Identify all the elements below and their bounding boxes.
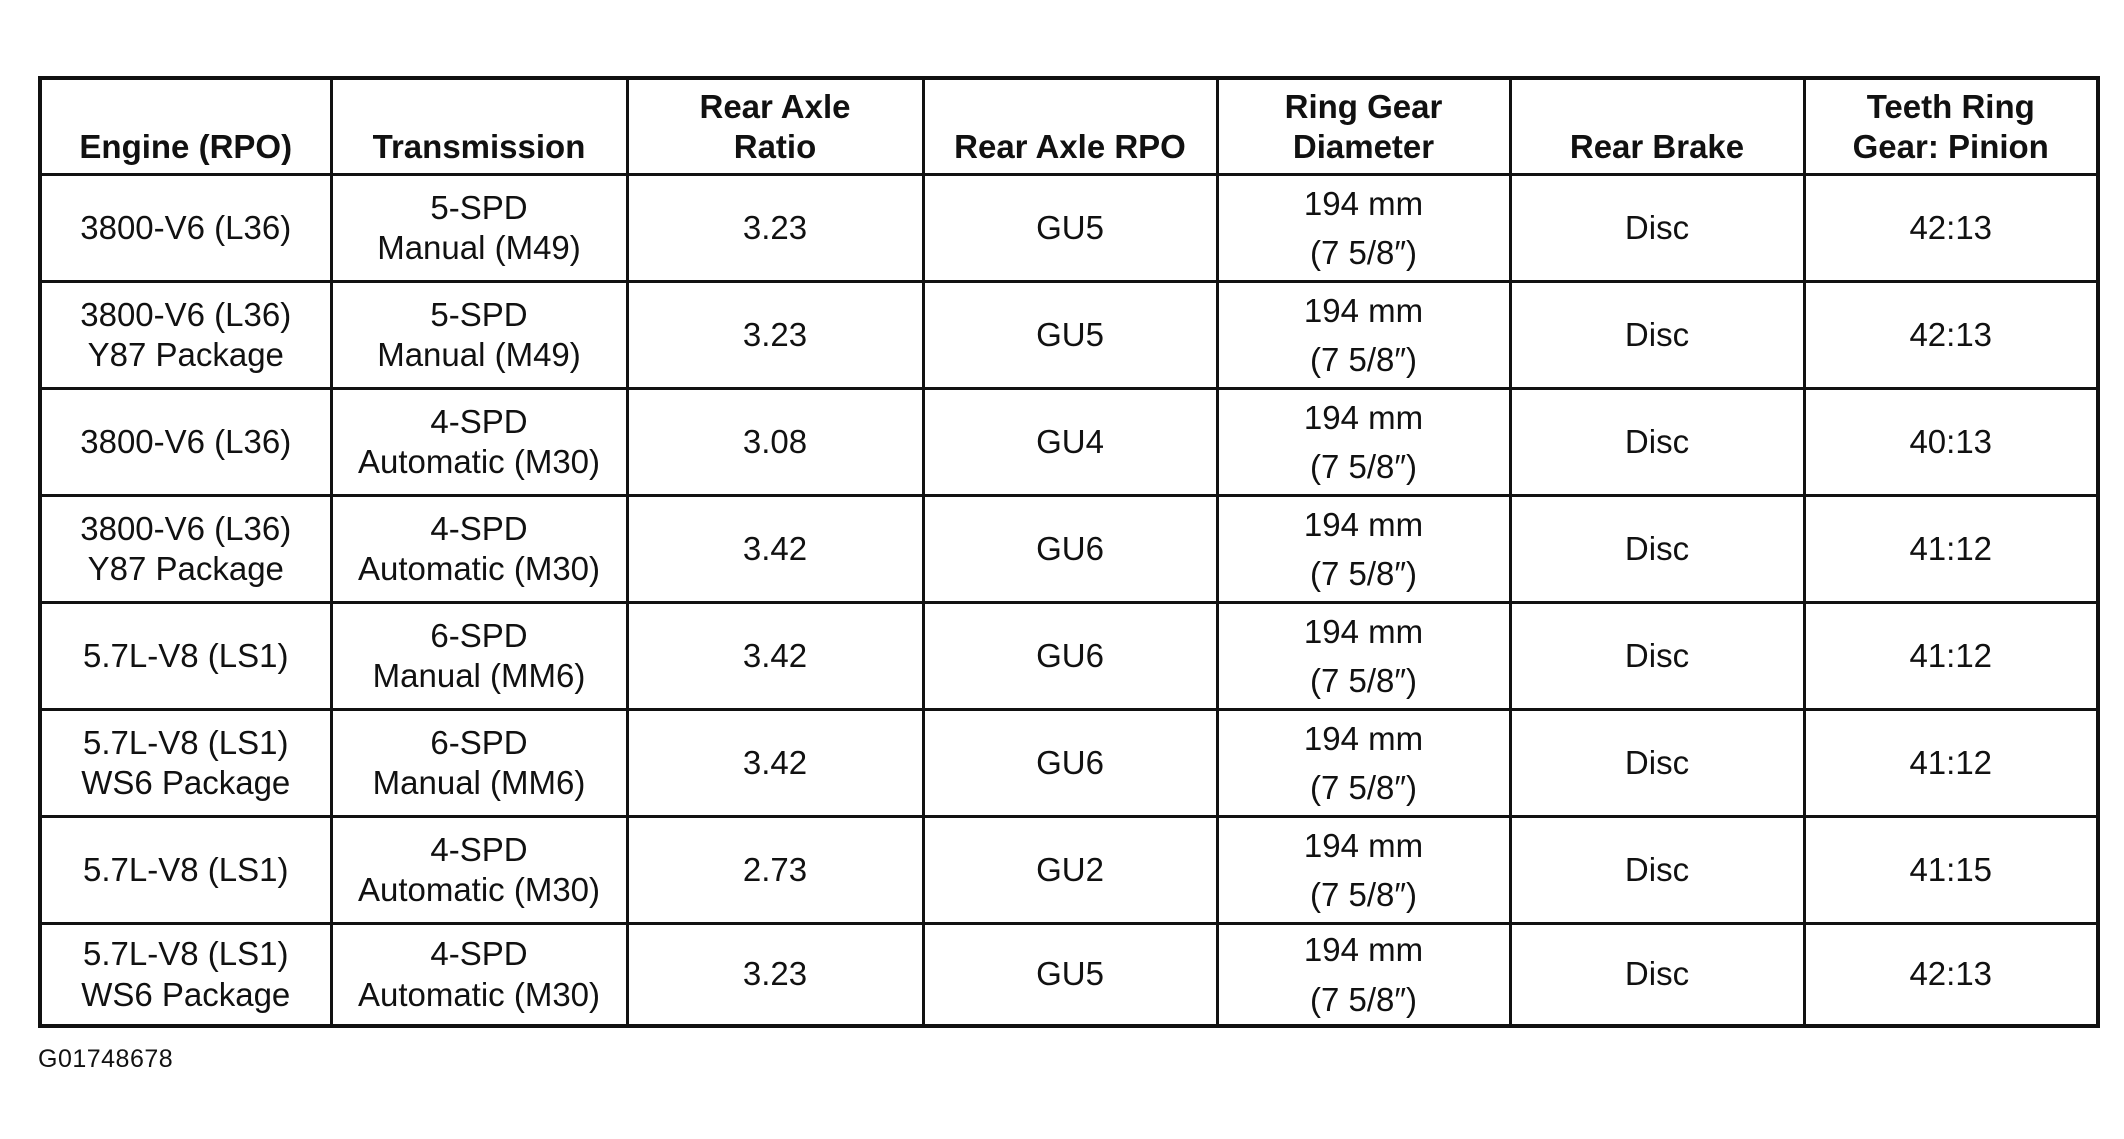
teeth-ratio-cell: 40:13 bbox=[1804, 389, 2098, 496]
column-header-line: Transmission bbox=[372, 127, 586, 165]
transmission-cell bbox=[331, 924, 627, 1027]
rear-axle-ratio-cell: 2.73 bbox=[627, 817, 923, 924]
engine-cell-line: 3800-V6 (L36) bbox=[80, 422, 292, 460]
column-header-line: Diameter bbox=[1292, 127, 1435, 165]
engine-cell-line: 3800-V6 (L36) bbox=[80, 208, 292, 246]
figure-id: G01748678 bbox=[38, 1045, 174, 1073]
ring-gear-diameter-cell bbox=[1217, 496, 1510, 603]
ring-gear-diameter-cell-line: 194 mm bbox=[1303, 826, 1424, 864]
transmission-cell-line: 5-SPD bbox=[430, 295, 528, 333]
column-header-line: Gear: Pinion bbox=[1852, 127, 2049, 165]
rear-brake-cell: Disc bbox=[1510, 175, 1804, 282]
rear-brake-cell: Disc bbox=[1510, 603, 1804, 710]
column-header-line: Ratio bbox=[733, 127, 817, 165]
table-row bbox=[40, 817, 2098, 924]
ring-gear-diameter-cell-line: (7 5/8″) bbox=[1309, 876, 1418, 913]
ring-gear-diameter-cell-line: (7 5/8″) bbox=[1309, 980, 1418, 1018]
transmission-cell-line: Automatic (M30) bbox=[357, 443, 601, 480]
transmission-cell-line: Manual (MM6) bbox=[372, 764, 586, 801]
table-row bbox=[40, 175, 2098, 282]
column-header-rear-brake bbox=[1510, 78, 1804, 175]
table-row bbox=[40, 603, 2098, 710]
rear-axle-ratio-cell: 3.08 bbox=[627, 389, 923, 496]
transmission-cell-line: 4-SPD bbox=[430, 935, 528, 973]
transmission-cell-line: 6-SPD bbox=[430, 616, 528, 654]
rear-axle-ratio-cell: 3.42 bbox=[627, 710, 923, 817]
transmission-cell-line: 4-SPD bbox=[430, 402, 528, 440]
ring-gear-diameter-cell-line: 194 mm bbox=[1303, 184, 1424, 222]
ring-gear-diameter-cell bbox=[1217, 817, 1510, 924]
ring-gear-diameter-cell-line: 194 mm bbox=[1303, 612, 1424, 650]
ring-gear-diameter-cell bbox=[1217, 282, 1510, 389]
engine-cell-line: 3800-V6 (L36) bbox=[80, 295, 292, 333]
transmission-cell-line: Manual (M49) bbox=[377, 336, 581, 373]
rear-brake-cell: Disc bbox=[1510, 496, 1804, 603]
column-header-line: Engine (RPO) bbox=[79, 127, 293, 165]
rear-brake-cell: Disc bbox=[1510, 710, 1804, 817]
table-row bbox=[40, 389, 2098, 496]
teeth-ratio-cell: 41:12 bbox=[1804, 603, 2098, 710]
column-header-line: Rear Axle bbox=[699, 87, 851, 125]
rear-brake-cell: Disc bbox=[1510, 924, 1804, 1027]
transmission-cell bbox=[331, 175, 627, 282]
ring-gear-diameter-cell bbox=[1217, 924, 1510, 1027]
column-header-transmission bbox=[331, 78, 627, 175]
rear-brake-cell: Disc bbox=[1510, 282, 1804, 389]
rear-axle-ratio-cell: 3.23 bbox=[627, 282, 923, 389]
ring-gear-diameter-cell-line: (7 5/8″) bbox=[1309, 662, 1418, 699]
transmission-cell bbox=[331, 282, 627, 389]
rear-axle-rpo-cell: GU4 bbox=[923, 389, 1217, 496]
ring-gear-diameter-cell-line: (7 5/8″) bbox=[1309, 769, 1418, 806]
table-row bbox=[40, 496, 2098, 603]
transmission-cell bbox=[331, 389, 627, 496]
teeth-ratio-cell: 42:13 bbox=[1804, 924, 2098, 1027]
transmission-cell-line: 6-SPD bbox=[430, 723, 528, 761]
ring-gear-diameter-cell-line: 194 mm bbox=[1303, 719, 1424, 757]
engine-cell bbox=[40, 924, 331, 1027]
engine-cell bbox=[40, 175, 331, 282]
column-header-teeth-ring-gear-pinion bbox=[1804, 78, 2098, 175]
rear-axle-rpo-cell: GU5 bbox=[923, 175, 1217, 282]
teeth-ratio-cell: 42:13 bbox=[1804, 282, 2098, 389]
engine-cell bbox=[40, 817, 331, 924]
transmission-cell bbox=[331, 710, 627, 817]
ring-gear-diameter-cell-line: 194 mm bbox=[1303, 931, 1424, 968]
teeth-ratio-cell: 41:12 bbox=[1804, 710, 2098, 817]
ring-gear-diameter-cell bbox=[1217, 603, 1510, 710]
teeth-ratio-cell: 42:13 bbox=[1804, 175, 2098, 282]
transmission-cell-line: Automatic (M30) bbox=[357, 550, 601, 587]
table-row bbox=[40, 282, 2098, 389]
table-row bbox=[40, 710, 2098, 817]
engine-cell-line: Y87 Package bbox=[87, 550, 284, 587]
engine-cell-line: Y87 Package bbox=[87, 336, 284, 373]
engine-cell bbox=[40, 496, 331, 603]
ring-gear-diameter-cell bbox=[1217, 710, 1510, 817]
column-header-line: Rear Brake bbox=[1569, 127, 1745, 165]
ring-gear-diameter-cell bbox=[1217, 389, 1510, 496]
ring-gear-diameter-cell-line: (7 5/8″) bbox=[1309, 555, 1418, 592]
ring-gear-diameter-cell-line: 194 mm bbox=[1303, 398, 1424, 436]
ring-gear-diameter-cell bbox=[1217, 175, 1510, 282]
column-header-rear-axle-rpo bbox=[923, 78, 1217, 175]
column-header-rear-axle-ratio bbox=[627, 78, 923, 175]
transmission-cell-line: Automatic (M30) bbox=[357, 975, 601, 1013]
engine-cell-line: 3800-V6 (L36) bbox=[80, 509, 292, 547]
transmission-cell bbox=[331, 603, 627, 710]
rear-axle-rpo-cell: GU6 bbox=[923, 496, 1217, 603]
ring-gear-diameter-cell-line: (7 5/8″) bbox=[1309, 341, 1418, 378]
engine-cell-line: WS6 Package bbox=[81, 764, 291, 801]
rear-axle-rpo-cell: GU6 bbox=[923, 710, 1217, 817]
engine-cell bbox=[40, 603, 331, 710]
rear-brake-cell: Disc bbox=[1510, 389, 1804, 496]
engine-cell-line: 5.7L-V8 (LS1) bbox=[83, 636, 289, 674]
column-header-engine bbox=[40, 78, 331, 175]
engine-cell-line: 5.7L-V8 (LS1) bbox=[83, 935, 289, 973]
transmission-cell-line: 4-SPD bbox=[430, 509, 528, 547]
transmission-cell-line: 5-SPD bbox=[430, 188, 528, 226]
transmission-cell bbox=[331, 496, 627, 603]
engine-cell-line: WS6 Package bbox=[81, 975, 291, 1013]
rear-axle-ratio-cell: 3.42 bbox=[627, 603, 923, 710]
rear-axle-rpo-cell: GU5 bbox=[923, 924, 1217, 1027]
rear-axle-ratio-cell: 3.23 bbox=[627, 924, 923, 1027]
engine-cell bbox=[40, 282, 331, 389]
engine-cell-line: 5.7L-V8 (LS1) bbox=[83, 850, 289, 888]
engine-cell bbox=[40, 389, 331, 496]
rear-axle-rpo-cell: GU6 bbox=[923, 603, 1217, 710]
ring-gear-diameter-cell-line: (7 5/8″) bbox=[1309, 234, 1418, 271]
transmission-cell bbox=[331, 817, 627, 924]
teeth-ratio-cell: 41:12 bbox=[1804, 496, 2098, 603]
column-header-line: Teeth Ring bbox=[1866, 87, 2035, 125]
transmission-cell-line: 4-SPD bbox=[430, 830, 528, 868]
ring-gear-diameter-cell-line: 194 mm bbox=[1303, 291, 1424, 329]
rear-axle-ratio-cell: 3.42 bbox=[627, 496, 923, 603]
column-header-ring-gear-diameter bbox=[1217, 78, 1510, 175]
ring-gear-diameter-cell-line: 194 mm bbox=[1303, 505, 1424, 543]
table-body bbox=[40, 175, 2098, 1027]
rear-axle-rpo-cell: GU2 bbox=[923, 817, 1217, 924]
table-header-row bbox=[40, 78, 2098, 175]
table-row bbox=[40, 924, 2098, 1027]
rear-axle-rpo-cell: GU5 bbox=[923, 282, 1217, 389]
engine-cell bbox=[40, 710, 331, 817]
ring-gear-diameter-cell-line: (7 5/8″) bbox=[1309, 448, 1418, 485]
rear-axle-spec-table bbox=[38, 76, 2100, 1028]
transmission-cell-line: Automatic (M30) bbox=[357, 871, 601, 908]
engine-cell-line: 5.7L-V8 (LS1) bbox=[83, 723, 289, 761]
rear-axle-ratio-cell: 3.23 bbox=[627, 175, 923, 282]
column-header-line: Ring Gear bbox=[1284, 87, 1443, 125]
rear-brake-cell: Disc bbox=[1510, 817, 1804, 924]
transmission-cell-line: Manual (M49) bbox=[377, 229, 581, 266]
column-header-line: Rear Axle RPO bbox=[954, 127, 1186, 165]
transmission-cell-line: Manual (MM6) bbox=[372, 657, 586, 694]
teeth-ratio-cell: 41:15 bbox=[1804, 817, 2098, 924]
